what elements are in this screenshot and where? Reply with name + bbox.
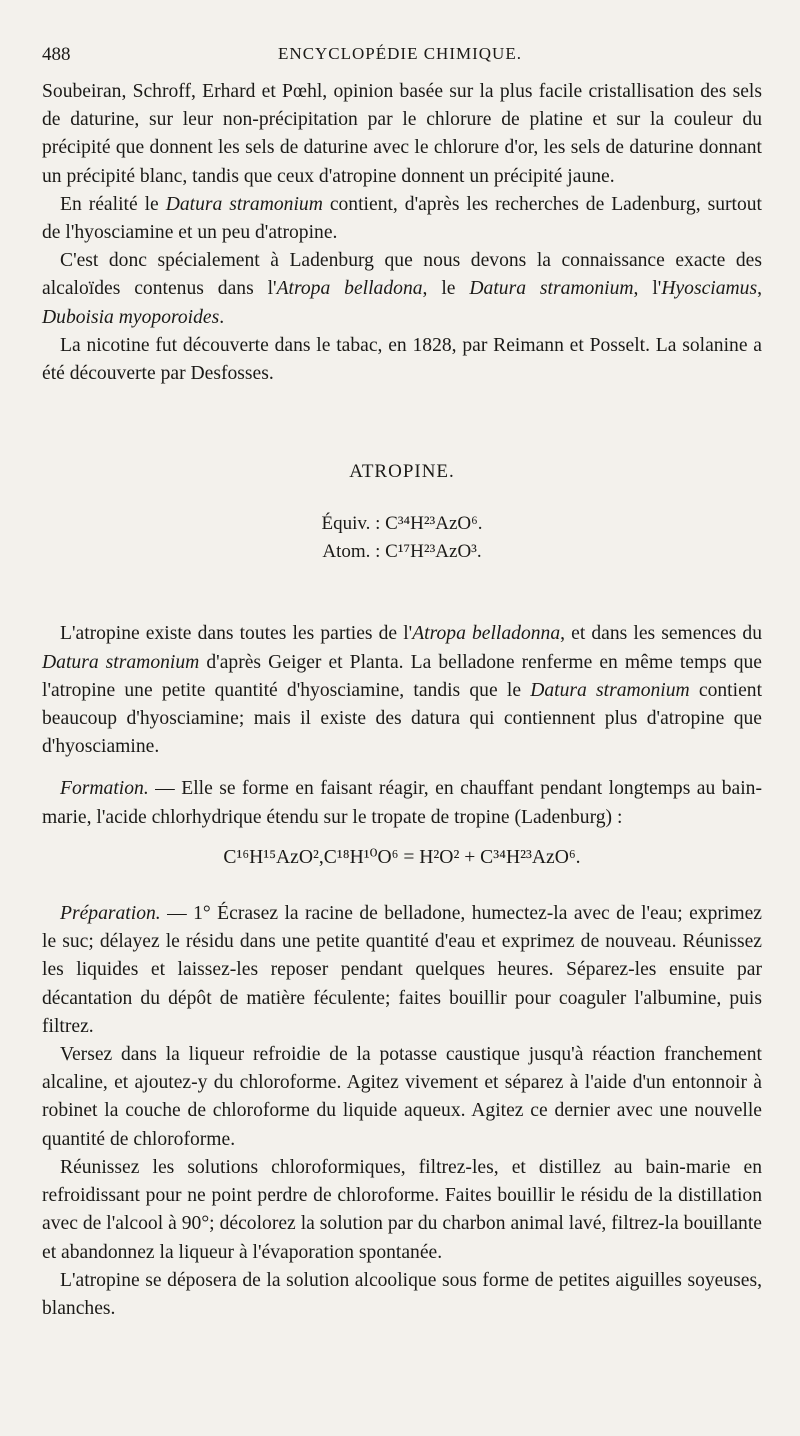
- species-name: Duboisia myoporoides: [42, 306, 220, 328]
- spacer: [42, 761, 762, 775]
- equivalent-formula: Équiv. : C³⁴H²³AzO⁶.: [321, 513, 483, 535]
- formation-text: — Elle se forme en faisant réagir, en chauffant pendant longtemps au bain-marie, l'acide chlorhydrique étendu sur le tropate de tropine (Ladenburg) :: [42, 778, 762, 828]
- page-number: 488: [42, 44, 71, 65]
- text-run: contient beaucoup d'hyosciamine; mais il existe des datura qui contiennent plus d'atropine que d'hyosciamine.: [42, 679, 763, 758]
- formation-label: Formation.: [60, 778, 149, 800]
- intro-paragraph-4: La nicotine fut découverte dans le tabac, en 1828, par Reimann et Posselt. La solanine a été découverte par Desfosses.: [42, 334, 762, 385]
- preparation-paragraph-1: [42, 900, 762, 1041]
- species-name: Datura stramonium: [530, 679, 690, 701]
- description-paragraph: [42, 620, 762, 761]
- species-name: Hyosciamus: [661, 278, 758, 300]
- text-run: .: [219, 306, 225, 328]
- species-name: Datura stramonium: [469, 278, 634, 300]
- intro-paragraph-2: [42, 191, 762, 247]
- section-title: ATROPINE.: [349, 461, 455, 483]
- text-run: contient, d'après les recherches de Ladenburg, surtout de l'hyosciamine et un peu d'atropine.: [42, 193, 762, 244]
- running-title: ENCYCLOPÉDIE CHIMIQUE.: [278, 44, 522, 63]
- text-run: L'atropine existe dans toutes les parties de l': [60, 623, 413, 645]
- text-run: ,: [757, 278, 762, 300]
- intro-paragraph-1: Soubeiran, Schroff, Erhard et Pœhl, opinion basée sur la plus facile cristallisation des sels de daturine, sur leur non-précipitation par le chlorure de platine et sur la couleur du précipité que donnent les sels de daturine avec le chlorure d'or, les sels de daturine donnant un précipité blanc, tandis que ceux d'atropine donnent un précipité jaune.: [42, 81, 762, 187]
- page-header: [42, 44, 758, 74]
- text-run: , le: [422, 278, 470, 300]
- species-name: Datura stramonium: [165, 193, 323, 215]
- preparation-paragraph-3: Réunissez les solutions chloroformiques, filtrez-les, et distillez au bain-marie en refroidissant pour ne point perdre de chloroforme. Faites bouillir le résidu de la distillation avec de l'alcool à 90°; décolorez la solution par du charbon animal lavé, filtrez-la bouillante et abandonnez la liqueur à l'évaporation spontanée.: [42, 1156, 762, 1263]
- spacer: [42, 886, 762, 900]
- species-name: Atropa belladonna: [412, 623, 561, 645]
- text-run: , et dans les semences du: [560, 623, 762, 645]
- preparation-label: Préparation.: [60, 903, 161, 925]
- intro-paragraph-3: [42, 247, 762, 332]
- text-run: d'après Geiger et Planta. La belladone renferme en même temps que l'atropine une petite quantité d'hyosciamine, tandis que le: [42, 651, 762, 701]
- preparation-paragraph-2: Versez dans la liqueur refroidie de la potasse caustique jusqu'à réaction franchement alcaline, et ajoutez-y du chloroforme. Agitez vivement et séparez à l'aide d'un entonnoir à robinet la couche de chloroforme du liquide aqueux. Agitez ce dernier avec une nouvelle quantité de chloroforme.: [42, 1044, 762, 1150]
- formation-equation: C¹⁶H¹⁵AzO²,C¹⁸H¹⁰O⁶ = H²O² + C³⁴H²³AzO⁶.: [223, 846, 581, 868]
- formula-block: [42, 510, 762, 566]
- formation-paragraph: [42, 775, 762, 831]
- species-name: Datura stramonium: [42, 651, 200, 673]
- text-run: , l': [633, 278, 662, 300]
- text-run: C'est donc spécialement à Ladenburg que nous devons la connaissance exacte des alcaloïdes contenus dans l': [42, 250, 762, 300]
- species-name: Atropa belladona: [276, 278, 423, 300]
- atomic-formula: Atom. : C¹⁷H²³AzO³.: [322, 541, 482, 563]
- preparation-text: — 1° Écrasez la racine de belladone, humectez-la avec de l'eau; exprimez le suc; délayez le résidu dans une petite quantité d'eau et exprimez de nouveau. Réunissez les liquides et laissez-les reposer pendant quelques heures. Séparez-les ensuite par décantation du dépôt de matière féculente; faites bouillir pour coaguler l'albumine, puis filtrez.: [42, 903, 762, 1037]
- preparation-paragraph-4: L'atropine se déposera de la solution alcoolique sous forme de petites aiguilles soyeuses, blanches.: [42, 1269, 762, 1319]
- text-run: En réalité le: [60, 193, 166, 215]
- page-body: [42, 78, 762, 1323]
